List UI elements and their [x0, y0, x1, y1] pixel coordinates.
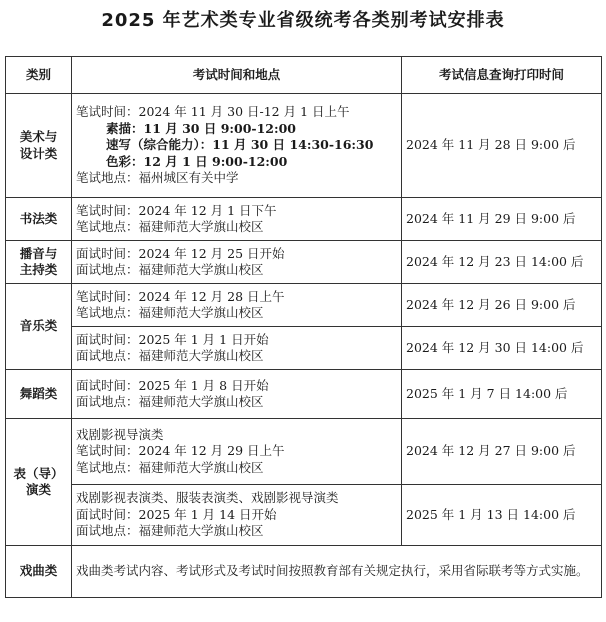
category-label: 主持类	[19, 262, 58, 277]
exam-line: 笔试时间：2024 年 11 月 30 日-12 月 1 日上午	[76, 104, 350, 120]
table-row	[6, 327, 602, 370]
table-row	[6, 94, 602, 198]
table-row	[6, 284, 602, 327]
exam-line: 笔试时间：2024 年 12 月 1 日下午	[76, 202, 277, 218]
exam-line: 面试地点：福建师范大学旗山校区	[76, 523, 264, 539]
category-label: 播音与	[19, 245, 58, 261]
category-label: 表（导）	[13, 465, 64, 481]
exam-line: 笔试地点：福州城区有关中学	[76, 170, 239, 186]
exam-line: 笔试地点：福建师范大学旗山校区	[76, 219, 264, 234]
exam-info-cell	[72, 198, 402, 241]
query-time-cell: 2024 年 12 月 23 日 14:00 后	[402, 241, 602, 284]
category-label: 音乐类	[19, 318, 58, 334]
page-title: 2025 年艺术类专业省级统考各类别考试安排表	[101, 10, 505, 31]
exam-line: 戏剧影视表演类、服装表演类、戏剧影视导演类	[76, 490, 339, 506]
category-label: 舞蹈类	[19, 385, 58, 401]
category-cell	[6, 419, 72, 546]
category-label: 设计类	[19, 145, 58, 161]
exam-schedule-table	[5, 56, 602, 598]
exam-line: 面试地点：福建师范大学旗山校区	[76, 262, 264, 277]
category-cell	[6, 546, 72, 598]
query-time-cell: 2024 年 11 月 28 日 9:00 后	[402, 94, 602, 198]
exam-line: 面试时间：2024 年 12 月 25 日开始	[76, 245, 285, 261]
opera-note-text: 戏曲类考试内容、考试形式及考试时间按照教育部有关规定执行，采用省际联考等方式实施。	[76, 563, 589, 579]
note-cell	[72, 546, 602, 598]
header-category: 类别	[6, 57, 72, 94]
table-header-row	[6, 57, 602, 94]
table-row	[6, 419, 602, 485]
exam-info-cell	[72, 327, 402, 370]
table-row	[6, 546, 602, 598]
query-time-cell: 2024 年 12 月 27 日 9:00 后	[402, 419, 602, 485]
header-exam-time-place: 考试时间和地点	[72, 57, 402, 94]
category-cell	[6, 94, 72, 198]
exam-info-cell	[72, 370, 402, 419]
header-query-print-time: 考试信息查询打印时间	[402, 57, 602, 94]
category-cell	[6, 284, 72, 370]
category-cell	[6, 198, 72, 241]
query-time-cell: 2024 年 12 月 26 日 9:00 后	[402, 284, 602, 327]
table-row	[6, 370, 602, 419]
exam-sub-line: 色彩：12 月 1 日 9:00-12:00	[106, 153, 288, 169]
exam-info-cell	[72, 94, 402, 198]
category-label: 演类	[25, 482, 51, 497]
exam-line: 笔试地点：福建师范大学旗山校区	[76, 459, 264, 475]
query-time-cell: 2025 年 1 月 13 日 14:00 后	[402, 485, 602, 546]
query-time-cell: 2025 年 1 月 7 日 14:00 后	[402, 370, 602, 419]
exam-line: 笔试时间：2024 年 12 月 28 日上午	[76, 288, 285, 304]
category-cell	[6, 370, 72, 419]
table-row	[6, 198, 602, 241]
exam-sub-line: 速写（综合能力）：11 月 30 日 14:30-16:30	[106, 137, 374, 153]
category-label: 美术与	[19, 129, 58, 144]
exam-line: 面试时间：2025 年 1 月 14 日开始	[76, 506, 277, 522]
category-label: 戏曲类	[19, 563, 58, 579]
query-time-cell: 2024 年 12 月 30 日 14:00 后	[402, 327, 602, 370]
exam-info-cell	[72, 419, 402, 485]
exam-line: 面试时间：2025 年 1 月 8 日开始	[76, 377, 269, 393]
exam-line: 笔试时间：2024 年 12 月 29 日上午	[76, 443, 285, 459]
exam-line: 笔试地点：福建师范大学旗山校区	[76, 305, 264, 320]
exam-info-cell	[72, 241, 402, 284]
exam-info-cell	[72, 485, 402, 546]
exam-line: 戏剧影视导演类	[76, 426, 164, 442]
category-label: 书法类	[19, 210, 58, 226]
exam-info-cell	[72, 284, 402, 327]
table-row	[6, 241, 602, 284]
exam-line: 面试时间：2025 年 1 月 1 日开始	[76, 331, 269, 347]
exam-sub-line: 素描：11 月 30 日 9:00-12:00	[106, 120, 296, 136]
exam-line: 面试地点：福建师范大学旗山校区	[76, 394, 264, 409]
exam-line: 面试地点：福建师范大学旗山校区	[76, 348, 264, 363]
category-cell	[6, 241, 72, 284]
table-row	[6, 485, 602, 546]
query-time-cell: 2024 年 11 月 29 日 9:00 后	[402, 198, 602, 241]
